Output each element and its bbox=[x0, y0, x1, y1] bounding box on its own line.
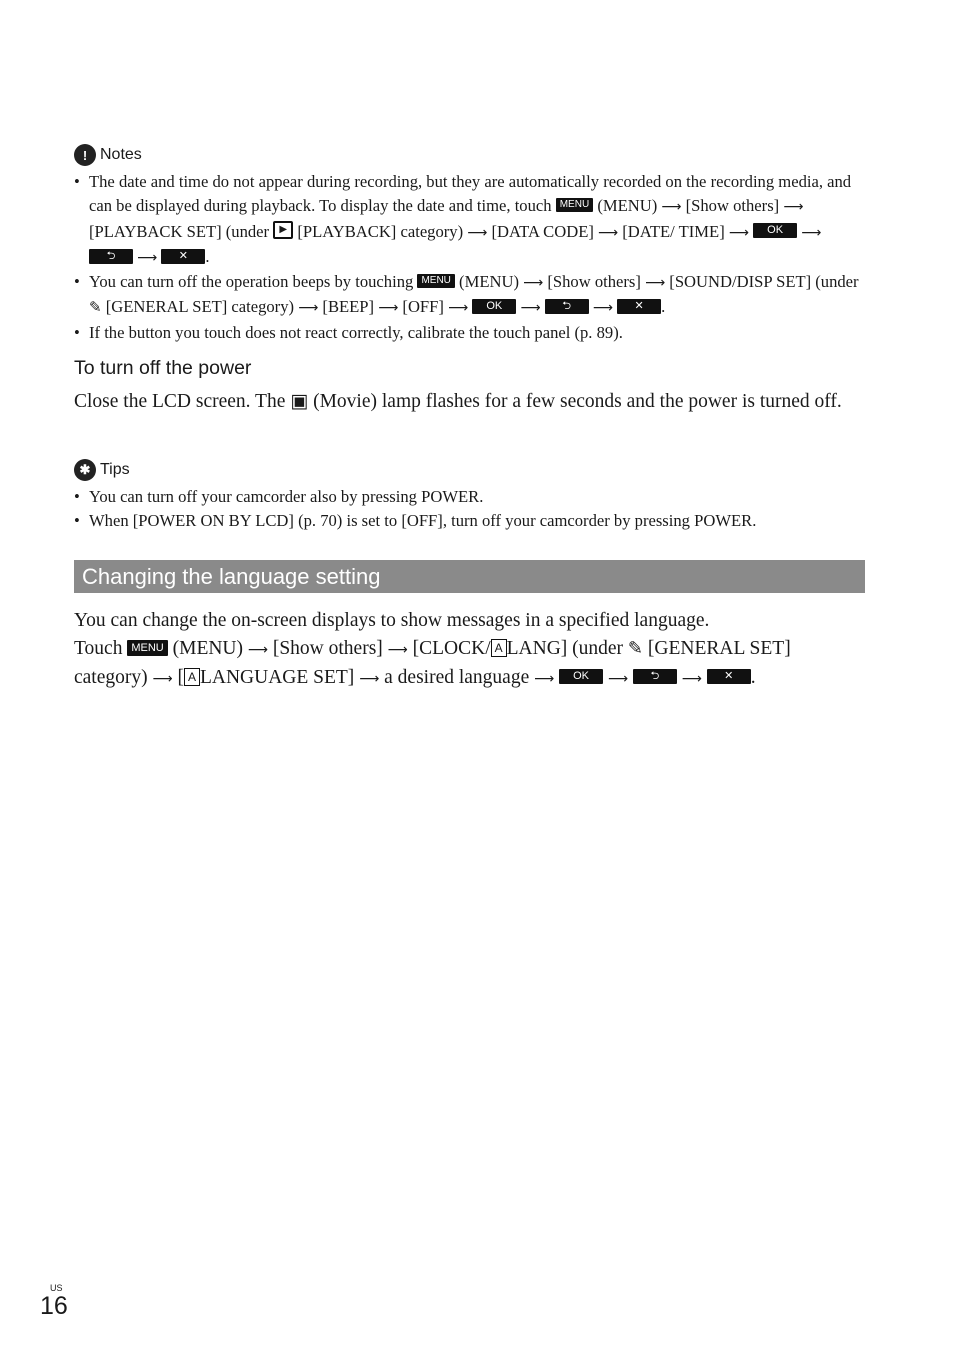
ok-button-icon: OK bbox=[559, 669, 603, 684]
close-button-icon: ✕ bbox=[707, 669, 751, 684]
arrow-icon: ⟶ bbox=[520, 300, 541, 317]
arrow-icon: ⟶ bbox=[448, 300, 469, 317]
page-region: US bbox=[50, 1283, 63, 1293]
tips-bullet-1: • You can turn off your camcorder also by pressing POWER. bbox=[74, 485, 866, 509]
tips-bullet-2: • When [POWER ON BY LCD] (p. 70) is set to [OFF], turn off your camcorder by pressing POWER. bbox=[74, 509, 866, 533]
back-button-icon: ⮌ bbox=[545, 299, 589, 314]
section-title: Changing the language setting bbox=[74, 560, 865, 593]
language-icon: A bbox=[184, 668, 200, 686]
arrow-icon: ⟶ bbox=[387, 642, 408, 658]
arrow-icon: ⟶ bbox=[801, 224, 822, 241]
arrow-icon: ⟶ bbox=[607, 671, 629, 687]
arrow-icon: ⟶ bbox=[523, 275, 544, 292]
arrow-icon: ⟶ bbox=[783, 199, 804, 216]
arrow-icon: ⟶ bbox=[592, 300, 613, 317]
playback-icon: ▶ bbox=[273, 221, 293, 239]
lightbulb-icon: ✱ bbox=[74, 459, 96, 481]
ok-button-icon: OK bbox=[472, 299, 516, 314]
arrow-icon: ⟶ bbox=[359, 671, 380, 687]
notes-bullet-1: • The date and time do not appear during recording, but they are automatically recorded on the recording media, and can be displayed during playback. To display the date and time, touch MENU (MENU) ⟶ [Show others] ⟶ [PLAYBACK SET] (under ▶ [PLAYBACK] category) ⟶ [DATA CODE] ⟶ [DATE/ TIME] ⟶ OK ⟶ ⮌ ⟶ ✕ . bbox=[74, 170, 866, 270]
arrow-icon: ⟶ bbox=[298, 300, 319, 317]
power-paragraph: Close the LCD screen. The ▣ (Movie) lamp flashes for a few seconds and the power is turned off. bbox=[74, 390, 842, 412]
menu-button-icon: MENU bbox=[417, 274, 454, 288]
arrow-icon: ⟶ bbox=[378, 300, 399, 317]
arrow-icon: ⟶ bbox=[247, 642, 268, 658]
arrow-icon: ⟶ bbox=[728, 224, 749, 241]
language-paragraph: You can change the on-screen displays to show messages in a specified language. Touch MENU (MENU) ⟶ [Show others] ⟶ [CLOCK/ A LANG] (under ✎ [GENERAL SET] category) ⟶ [ A LANGUAGE SET] ⟶ a desired language ⟶ OK ⟶ ⮌ ⟶ ✕ . bbox=[74, 610, 791, 688]
page-number: 16 bbox=[40, 1292, 68, 1320]
notes-heading: ! Notes bbox=[74, 144, 866, 166]
tips-heading: ✱ Tips bbox=[74, 459, 866, 481]
wrench-icon: ✎ bbox=[627, 638, 644, 659]
movie-icon: ▣ bbox=[290, 390, 309, 412]
menu-button-icon: MENU bbox=[556, 198, 593, 212]
menu-button-icon: MENU bbox=[127, 640, 167, 656]
back-button-icon: ⮌ bbox=[89, 249, 133, 264]
arrow-icon: ⟶ bbox=[467, 224, 488, 241]
close-button-icon: ✕ bbox=[161, 249, 205, 264]
ok-button-icon: OK bbox=[753, 223, 797, 238]
close-button-icon: ✕ bbox=[617, 299, 661, 314]
wrench-icon: ✎ bbox=[89, 298, 102, 317]
power-subheading: To turn off the power bbox=[74, 357, 252, 379]
back-button-icon: ⮌ bbox=[633, 669, 677, 684]
arrow-icon: ⟶ bbox=[661, 199, 682, 216]
language-icon: A bbox=[491, 639, 507, 657]
arrow-icon: ⟶ bbox=[137, 249, 158, 266]
notes-icon: ! bbox=[74, 144, 96, 166]
notes-block bbox=[74, 144, 866, 345]
tips-block bbox=[74, 459, 866, 534]
arrow-icon: ⟶ bbox=[681, 671, 702, 687]
notes-bullet-3: • If the button you touch does not react correctly, calibrate the touch panel (p. 89). bbox=[74, 321, 866, 345]
arrow-icon: ⟶ bbox=[534, 671, 555, 687]
arrow-icon: ⟶ bbox=[152, 671, 173, 687]
arrow-icon: ⟶ bbox=[645, 275, 666, 292]
arrow-icon: ⟶ bbox=[598, 224, 619, 241]
notes-bullet-2: • You can turn off the operation beeps by touching MENU (MENU) ⟶ [Show others] ⟶ [SOUND/DISP SET] (under ✎ [GENERAL SET] category) ⟶ [BEEP] ⟶ [OFF] ⟶ OK ⟶ ⮌ ⟶ ✕ . bbox=[74, 270, 866, 321]
